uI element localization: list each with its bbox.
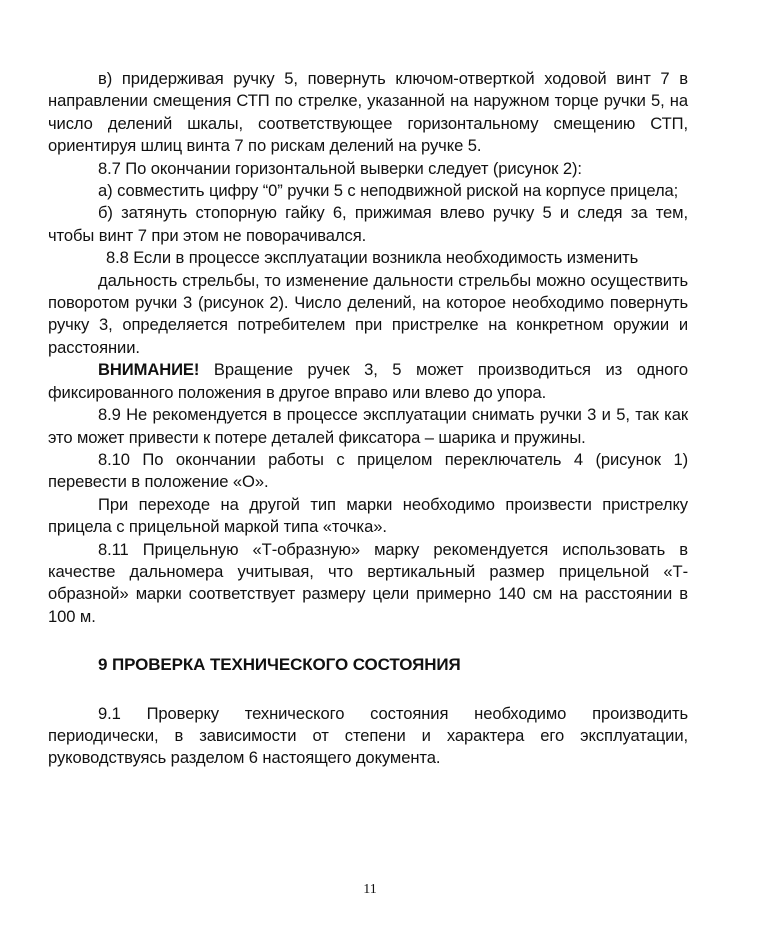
- paragraph-8-10-marker: При переходе на другой тип марки необходимо произвести пристрелку прицела с прицельной маркой типа «точка».: [48, 494, 688, 537]
- paragraph-8-7-a: а) совместить цифру “0” ручки 5 с неподвижной риской на корпусе прицела;: [98, 181, 679, 201]
- paragraph-8-6-v: в) придерживая ручку 5, повернуть ключом-отверткой ходовой винт 7 в направлении смещения СТП по стрелке, указанной на наружном торце ручки 5, на число делений шкалы, соответствующее горизонтальному смещению СТП, ориентируя шлиц винта 7 по рискам делений на ручке 5.: [48, 69, 688, 156]
- attention-label: ВНИМАНИЕ!: [98, 360, 200, 380]
- paragraph-8-11: 8.11 Прицельную «Т-образную» марку рекомендуется использовать в качестве дальномера учитывая, что вертикальный размер прицельной «Т-образной» марки соответствует размеру цели примерно 140 см на расстоянии в 100 м.: [48, 539, 688, 626]
- section-heading: 9 ПРОВЕРКА ТЕХНИЧЕСКОГО СОСТОЯНИЯ: [98, 655, 461, 675]
- paragraph-8-10: 8.10 По окончании работы с прицелом переключатель 4 (рисунок 1) перевести в положение «О».: [48, 449, 688, 492]
- attention-paragraph: [48, 359, 688, 404]
- paragraph-8-7: 8.7 По окончании горизонтальной выверки следует (рисунок 2):: [98, 158, 582, 178]
- paragraph-8-8-cont: дальность стрельбы, то изменение дальности стрельбы можно осуществить поворотом ручки 3 (рисунок 2). Число делений, на которое необходимо повернуть ручку 3, определяется потребителем при пристрелке на конкретном оружии и расстоянии.: [48, 270, 688, 357]
- attention-text: Вращение ручек 3, 5 может производиться из одного фиксированного положения в другое вправо или влево до упора.: [48, 360, 688, 402]
- page-number: 11: [363, 882, 377, 897]
- paragraph-8-9: 8.9 Не рекомендуется в процессе эксплуатации снимать ручки 3 и 5, так как это может привести к потере деталей фиксатора – шарика и пружины.: [48, 405, 688, 447]
- paragraph-8-8-start: 8.8 Если в процессе эксплуатации возникла необходимость изменить: [106, 248, 639, 268]
- paragraph-8-7-b: б) затянуть стопорную гайку 6, прижимая влево ручку 5 и следя за тем, чтобы винт 7 при этом не поворачивался.: [48, 203, 688, 245]
- document-body: [48, 68, 688, 770]
- paragraph-9-1: 9.1 Проверку технического состояния необходимо производить периодически, в зависимости от степени и характера его эксплуатации, руководствуясь разделом 6 настоящего документа.: [48, 703, 688, 768]
